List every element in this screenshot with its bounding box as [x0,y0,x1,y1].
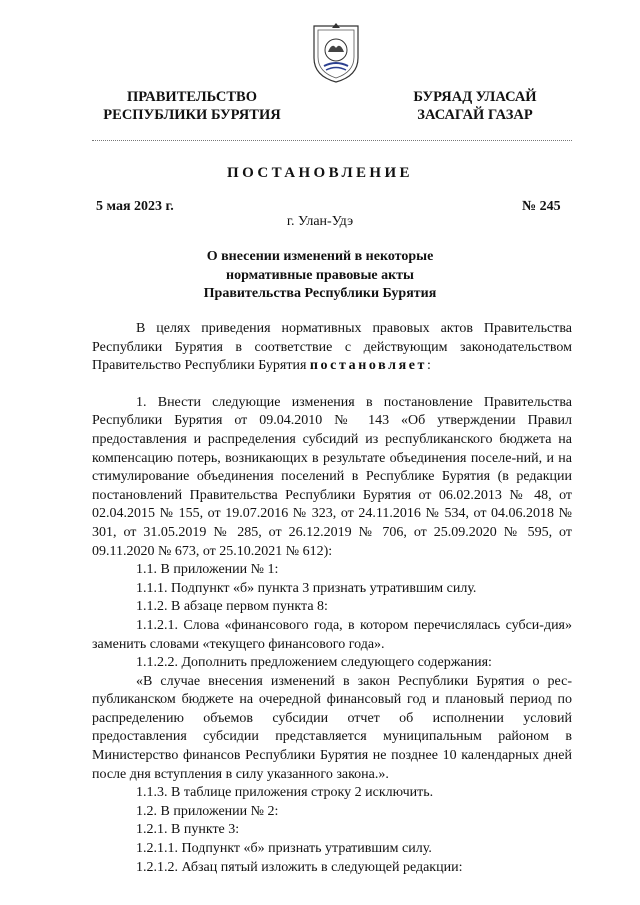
preamble-paragraph [92,320,572,376]
header-left-line1: ПРАВИТЕЛЬСТВО [127,89,257,105]
government-name-russian [92,88,292,124]
document-city: г. Улан-Удэ [286,214,354,229]
paragraph-1-1-2: 1.1.2. В абзаце первом пункта 8: [136,599,328,615]
document-subject [0,248,640,304]
paragraph-1-1-2-1: 1.1.2.1. Слова «финансового года, в котором перечислялась субси-дия» заменить словами «текущего финансового года». [92,617,572,652]
government-name-buryat [395,88,555,124]
paragraph-1-2-1: 1.2.1. В пункте 3: [136,822,240,838]
paragraph-1-1: 1.1. В приложении № 1: [136,562,279,578]
preamble-tail: : [427,358,431,374]
preamble-text: В целях приведения нормативных правовых актов Правительства Республики Бурятия в соответствие с действующим законодательством Правительство Республики Бурятия [92,321,572,374]
document-title: ПОСТАНОВЛЕНИЕ [227,165,413,181]
decree-word: постановляет [309,358,428,374]
document-number: № 245 [522,199,561,214]
paragraph-1-1-1: 1.1.1. Подпункт «б» пункта 3 признать утратившим силу. [136,580,477,596]
paragraph-1: 1. Внести следующие изменения в постановление Правительства Республики Бурятия от 09.04.2010 № 143 «Об утверждении Правил предоставления и распределения субсидий из республиканского бюджета на компенсацию потерь, возникающих в результате объединения поселе-ний, и на стимулирование объединения поселений в Республике Бурятия (в редакции постановлений Правительства Республики Бурятия от 06.02.2013 № 48, от 02.04.2015 № 155, от 19.07.2016 № 323, от 24.11.2016 № 534, от 04.06.2018 № 301, от 31.05.2019 № 285, от 26.12.2019 № 706, от 25.09.2020 № 595, от 09.11.2020 № 673, от 25.10.2021 № 612): [92,394,572,559]
header-divider [92,140,572,141]
header-right-line2: ЗАСАГАЙ ГАЗАР [417,107,533,123]
paragraph-1-2-1-2: 1.2.1.2. Абзац пятый изложить в следующей редакции: [136,859,463,875]
paragraph-1-1-2-2: 1.1.2.2. Дополнить предложением следующего содержания: [136,655,492,671]
subject-line: О внесении изменений в некоторые [206,249,434,264]
paragraph-1-2: 1.2. В приложении № 2: [136,803,279,819]
document-body [92,320,572,877]
paragraph-1-2-1-1: 1.2.1.1. Подпункт «б» признать утратившим силу. [136,841,432,857]
subject-line: нормативные правовые акты [226,267,414,283]
header-right-line1: БУРЯАД УЛАСАЙ [413,89,537,105]
subject-line: Правительства Республики Бурятия [203,286,437,301]
coat-of-arms-emblem [310,22,362,84]
paragraph-1-1-3: 1.1.3. В таблице приложения строку 2 исключить. [136,785,434,801]
quoted-amendment: «В случае внесения изменений в закон Республики Бурятия о рес-публиканском бюджете на очередной финансовый год и плановый период по распределению объемов субсидии отчет об исполнении условий предоставления субсидии представляется муниципальным районом в Министерство финансов Республики Бурятия не позднее 10 календарных дней после дня вступления в силу указанного закона.». [92,673,572,782]
header-left-line2: РЕСПУБЛИКИ БУРЯТИЯ [103,107,281,123]
document-date: 5 мая 2023 г. [96,199,174,214]
